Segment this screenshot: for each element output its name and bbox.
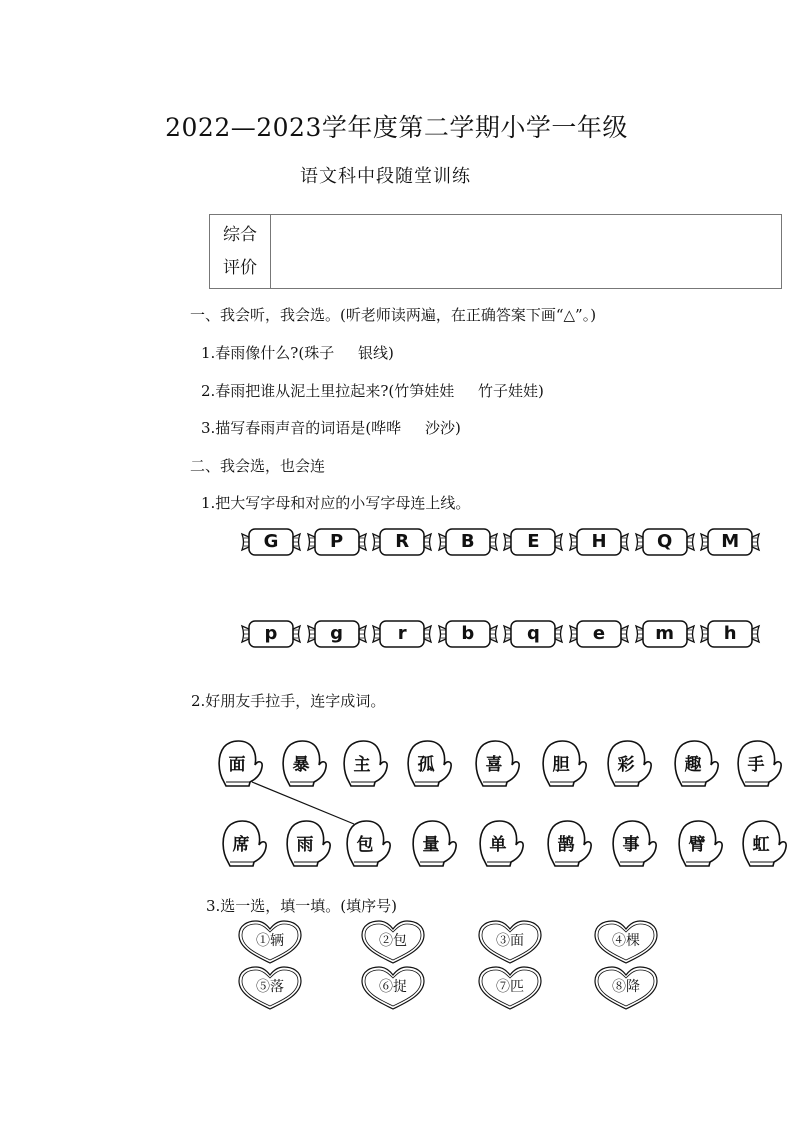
uppercase-card[interactable] — [371, 527, 433, 557]
top-row-mitten[interactable] — [540, 738, 588, 790]
bottom-row-mitten[interactable] — [410, 818, 458, 870]
uppercase-letter: P — [329, 531, 344, 552]
heart-option[interactable] — [476, 919, 544, 965]
bottom-row-mitten-char: 臂 — [688, 835, 706, 855]
uppercase-card[interactable] — [437, 527, 499, 557]
uppercase-card[interactable] — [568, 527, 630, 557]
lowercase-card[interactable] — [568, 619, 630, 649]
lowercase-letter: g — [330, 623, 344, 644]
bottom-row-mitten-char: 雨 — [296, 835, 314, 855]
top-row-mitten[interactable] — [605, 738, 653, 790]
top-row-mitten[interactable] — [672, 738, 720, 790]
bottom-row-mitten-char: 席 — [232, 835, 250, 855]
uppercase-letter: Q — [656, 531, 673, 552]
evaluation-label-line1: 综合 — [223, 224, 257, 245]
bottom-row-mitten[interactable] — [610, 818, 658, 870]
heart-option-label: ③面 — [496, 933, 524, 949]
evaluation-label-line2: 评价 — [223, 257, 257, 278]
top-row-mitten-char: 孤 — [417, 755, 435, 775]
top-row-mitten-char: 胆 — [552, 755, 570, 775]
top-row-mitten-char: 主 — [353, 755, 371, 775]
bottom-row-mitten[interactable] — [284, 818, 332, 870]
heart-option[interactable] — [236, 919, 304, 965]
lowercase-row — [240, 619, 780, 649]
heart-option-label: ②包 — [379, 933, 407, 949]
heart-option[interactable] — [476, 965, 544, 1011]
bottom-row-mitten-char: 单 — [489, 835, 507, 855]
uppercase-card[interactable] — [306, 527, 368, 557]
uppercase-letter: R — [395, 531, 410, 552]
heart-option-label: ①辆 — [256, 933, 284, 949]
q2-2-instruction: 2.好朋友手拉手，连字成词。 — [191, 692, 386, 710]
bottom-row-mitten[interactable] — [344, 818, 392, 870]
bottom-row-mitten-char: 虹 — [752, 835, 770, 855]
uppercase-letter: G — [263, 531, 279, 552]
heart-option-label: ④棵 — [612, 933, 640, 949]
heart-option[interactable] — [359, 965, 427, 1011]
lowercase-letter: r — [397, 623, 407, 644]
page-title: 2022—2023学年度第二学期小学一年级 — [165, 113, 628, 142]
bottom-row-mitten[interactable] — [477, 818, 525, 870]
top-row-mitten[interactable] — [735, 738, 783, 790]
top-row-mitten-char: 喜 — [485, 755, 503, 775]
uppercase-letter: B — [460, 531, 475, 552]
top-row-mitten[interactable] — [473, 738, 521, 790]
evaluation-box — [209, 214, 782, 289]
top-row-mitten[interactable] — [280, 738, 328, 790]
lowercase-card[interactable] — [240, 619, 302, 649]
heart-option[interactable] — [592, 965, 660, 1011]
top-row-mitten-char: 暴 — [292, 755, 310, 775]
uppercase-letter: E — [527, 531, 540, 552]
top-row-mitten-char: 彩 — [617, 755, 635, 775]
top-row-mitten[interactable] — [216, 738, 264, 790]
lowercase-card[interactable] — [699, 619, 761, 649]
lowercase-card[interactable] — [371, 619, 433, 649]
q2-1-instruction: 1.把大写字母和对应的小写字母连上线。 — [201, 494, 471, 512]
section1-heading: 一、我会听，我会选。(听老师读两遍，在正确答案下画“△”。) — [190, 306, 597, 324]
uppercase-card[interactable] — [699, 527, 761, 557]
question-1-2: 2.春雨把谁从泥土里拉起来?(竹笋娃娃 竹子娃娃) — [201, 382, 544, 400]
uppercase-row — [240, 527, 780, 557]
top-row-mitten[interactable] — [341, 738, 389, 790]
lowercase-letter: e — [592, 623, 606, 644]
heart-option-label: ⑧降 — [612, 979, 640, 995]
page-subtitle: 语文科中段随堂训练 — [300, 166, 471, 187]
lowercase-card[interactable] — [306, 619, 368, 649]
heart-option-label: ⑦匹 — [496, 979, 524, 995]
top-row-mitten[interactable] — [405, 738, 453, 790]
lowercase-letter: q — [526, 623, 540, 644]
top-row-mitten-char: 手 — [747, 755, 765, 775]
lowercase-letter: p — [264, 623, 278, 644]
lowercase-card[interactable] — [634, 619, 696, 649]
bottom-row-mitten-char: 鹊 — [557, 835, 575, 855]
evaluation-label — [210, 215, 271, 288]
heart-option-label: ⑤落 — [256, 979, 284, 995]
lowercase-letter: b — [461, 623, 475, 644]
bottom-row-mitten[interactable] — [220, 818, 268, 870]
lowercase-letter: h — [723, 623, 737, 644]
bottom-row-mitten-char: 量 — [422, 835, 440, 855]
lowercase-letter: m — [655, 623, 674, 644]
uppercase-letter: H — [591, 531, 607, 552]
bottom-row-mitten-char: 包 — [356, 835, 374, 855]
uppercase-card[interactable] — [634, 527, 696, 557]
heart-option[interactable] — [592, 919, 660, 965]
heart-option[interactable] — [359, 919, 427, 965]
question-1-3: 3.描写春雨声音的词语是(哗哗 沙沙) — [201, 419, 461, 437]
evaluation-value-field[interactable] — [271, 215, 781, 288]
top-row-mitten-char: 趣 — [684, 755, 702, 775]
bottom-row-mitten[interactable] — [676, 818, 724, 870]
bottom-row-mitten[interactable] — [740, 818, 788, 870]
bottom-row-mitten[interactable] — [545, 818, 593, 870]
top-row-mitten-char: 面 — [228, 755, 246, 775]
bottom-row-mitten-char: 事 — [622, 835, 640, 855]
uppercase-card[interactable] — [502, 527, 564, 557]
heart-option-label: ⑥捉 — [379, 979, 407, 995]
uppercase-letter: M — [721, 531, 740, 552]
section2-heading: 二、我会选，也会连 — [190, 457, 326, 475]
heart-option[interactable] — [236, 965, 304, 1011]
question-1-1: 1.春雨像什么?(珠子 银线) — [201, 344, 394, 362]
q2-3-instruction: 3.选一选，填一填。(填序号) — [206, 897, 398, 915]
lowercase-card[interactable] — [437, 619, 499, 649]
lowercase-card[interactable] — [502, 619, 564, 649]
uppercase-card[interactable] — [240, 527, 302, 557]
